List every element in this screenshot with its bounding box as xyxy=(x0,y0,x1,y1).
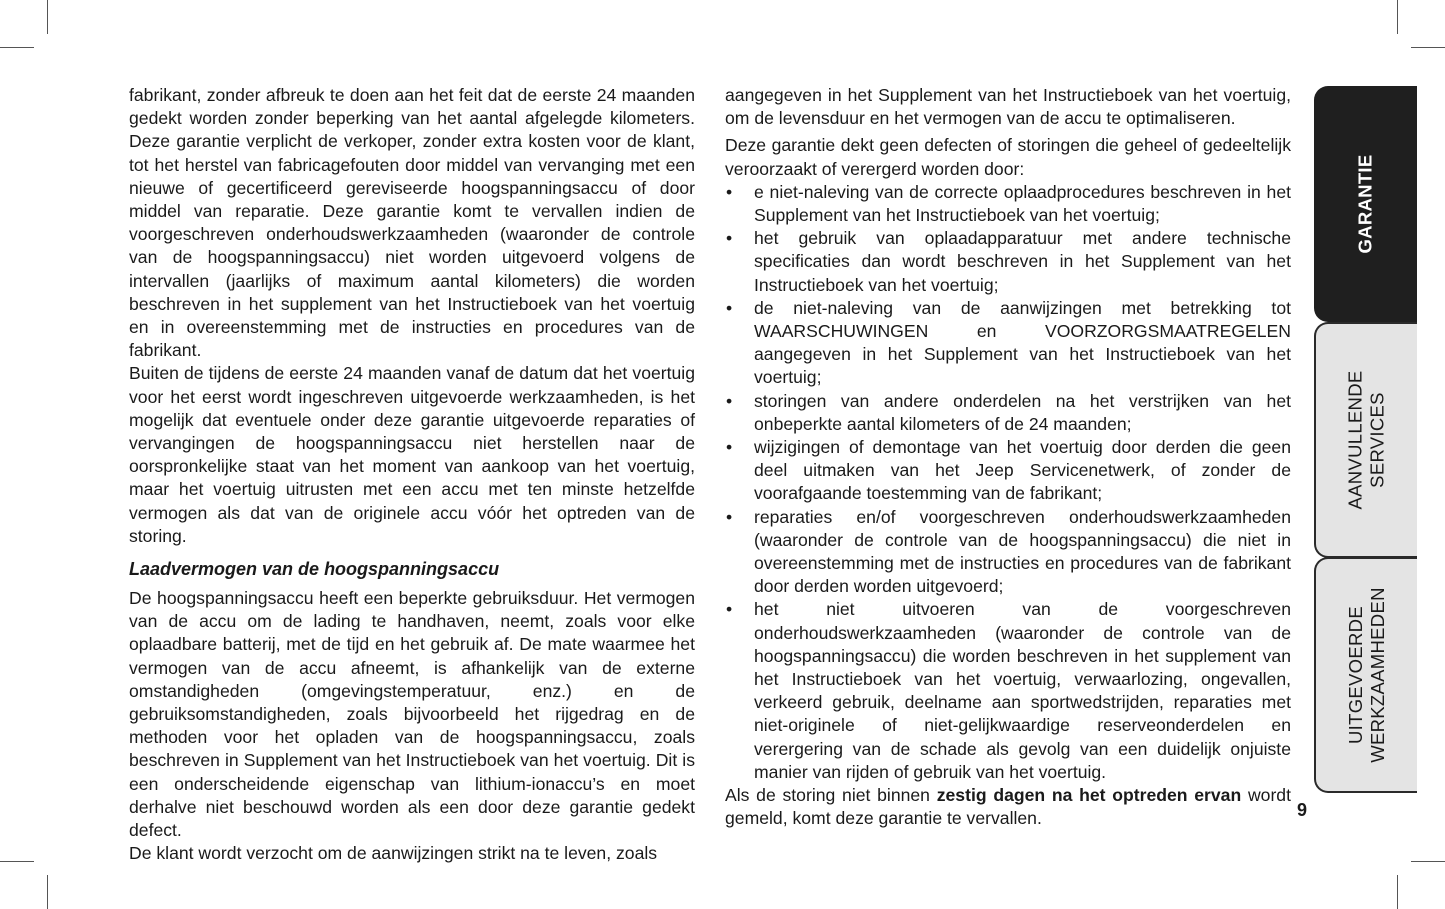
tab-label-line: SERVICES xyxy=(1366,392,1388,488)
left-column xyxy=(129,84,695,866)
list-item-text: reparaties en/of voorgeschreven onderhoudswerkzaamheden (waaronder de controle van de hoogspanningsaccu) die niet in overeenstemming met de instructies en procedures van de fabrikant door derden worden uitgevoerd; xyxy=(754,506,1291,597)
left-paragraph-2: Buiten de tijdens de eerste 24 maanden vanaf de datum dat het voertuig voor het eerst wordt ingeschreven uitgevoerde werkzaamheden, is het mogelijk dat eventuele onder deze garantie uitgevoerde reparaties of vervangingen de hoogspanningsaccu niet herstellen naar de oorspronkelijke staat van het moment van aankoop van het voertuig, maar het voertuig uitrusten met een accu met ten minste hetzelfde vermogen als dat van de originele accu vóór het optreden van de storing. xyxy=(129,363,695,546)
crop-mark xyxy=(47,875,48,909)
tab-garantie[interactable] xyxy=(1314,86,1417,322)
section-heading: Laadvermogen van de hoogspanningsaccu xyxy=(129,559,500,580)
right-paragraph-2: Deze garantie dekt geen defecten of storingen die geheel of gedeeltelijk veroorzaakt of verergerd worden door: xyxy=(725,135,1291,179)
tab-label-line: AANVULLENDE xyxy=(1344,370,1366,510)
bullet-icon: • xyxy=(726,390,733,411)
right-paragraph-1: aangegeven in het Supplement van het Instructieboek van het voertuig, om de levensduur en het vermogen van de accu te optimaliseren. xyxy=(725,85,1291,129)
list-item xyxy=(725,436,1291,506)
bullet-icon: • xyxy=(726,181,733,202)
tab-label-line: WERKZAAMHEDEN xyxy=(1366,587,1388,763)
bullet-icon: • xyxy=(726,506,733,527)
list-item-text: het niet uitvoeren van de voorgeschreven onderhoudswerkzaamheden (waaronder de controle van de hoogspanningsaccu) die worden beschreven in het supplement van het Instructieboek van het voertuig, verwaarlozing, ongevallen, verkeerd gebruik, deelname aan sportwedstrijden, reparaties met niet-originele of niet-gelijkwaardige reserveonderdelen en verergering van de schade als gevolg van een duidelijk onjuiste manier van rijden of gebruik van het voertuig. xyxy=(754,599,1291,782)
left-paragraph-3: De hoogspanningsaccu heeft een beperkte gebruiksduur. Het vermogen van de accu om de lading te handhaven, neemt, zoals voor elke oplaadbare batterij, met de tijd en het gebruik af. De mate waarmee het vermogen van de accu afneemt, is afhankelijk van de externe omstandigheden (omgevingstemperatuur, enz.) en de gebruiksomstandigheden, zoals bijvoorbeeld het rijgedrag en de methoden voor het opladen van de hoogspanningsaccu, zoals beschreven in Supplement van het Instructieboek van het voertuig. Dit is een onderscheidende eigenschap van lithium-ionaccu’s en moet derhalve niet beschouwd worden als een door deze garantie gedekt defect. xyxy=(129,588,695,841)
crop-mark xyxy=(1411,861,1445,862)
tab-aanvullende-services-label xyxy=(1345,370,1389,509)
final-text-start: Als de storing niet binnen xyxy=(725,785,937,806)
list-item xyxy=(725,598,1291,784)
crop-mark xyxy=(0,861,34,862)
list-item-text: het gebruik van oplaadapparatuur met andere technische specificaties dan wordt beschreven in het Supplement van het Instructieboek van het voertuig; xyxy=(754,228,1291,295)
list-item-text: e niet-naleving van de correcte oplaadprocedures beschreven in het Supplement van het Instructieboek van het voertuig; xyxy=(754,181,1291,226)
bullet-icon: • xyxy=(726,228,733,249)
list-item xyxy=(725,227,1291,297)
list-item-text: de niet-naleving van de aanwijzingen met betrekking tot WAARSCHUWINGEN en VOORZORGSMAATREGELEN aangegeven in het Supplement van het Instructieboek van het voertuig; xyxy=(754,297,1291,388)
crop-mark xyxy=(47,0,48,34)
tab-garantie-label: GARANTIE xyxy=(1354,154,1376,254)
page-number: 9 xyxy=(1297,800,1308,820)
bullet-icon: • xyxy=(726,297,733,318)
bullet-icon: • xyxy=(726,599,733,620)
crop-mark xyxy=(0,47,34,48)
bullet-icon: • xyxy=(726,437,733,458)
right-column xyxy=(725,84,1291,831)
left-paragraph-4: De klant wordt verzocht om de aanwijzingen strikt na te leven, zoals xyxy=(129,843,658,864)
list-item xyxy=(725,506,1291,599)
list-item-text: storingen van andere onderdelen na het verstrijken van het onbeperkte aantal kilometers of de 24 maanden; xyxy=(754,390,1291,434)
tab-uitgevoerde-werkzaamheden[interactable] xyxy=(1314,557,1417,793)
left-paragraph-1: fabrikant, zonder afbreuk te doen aan het feit dat de eerste 24 maanden gedekt worden zonder beperking van het aantal afgelegde kilometers. Deze garantie verplicht de verkoper, zonder extra kosten voor de klant, tot het herstel van fabricagefouten door middel van vervanging met een nieuwe of gecertificeerd gereviseerde hoogspanningsaccu of door middel van reparatie. Deze garantie komt te vervallen indien de voorgeschreven onderhoudswerkzaamheden (waaronder de controle van de hoogspanningsaccu) niet worden uitgevoerd volgens de intervallen (jaarlijks of maximum aantal kilometers) die worden beschreven in het supplement van het Instructieboek van het voertuig en in overeenstemming met de instructies en procedures van de fabrikant. xyxy=(129,85,695,361)
final-paragraph xyxy=(725,784,1291,830)
list-item-text: wijzigingen of demontage van het voertuig door derden die geen deel uitmaken van het Jeep Servicenetwerk, of zonder de voorafgaande toestemming van de fabrikant; xyxy=(754,437,1291,504)
list-item xyxy=(725,181,1291,227)
list-item xyxy=(725,297,1291,390)
tab-label-line: UITGEVOERDE xyxy=(1344,606,1366,744)
bullet-list xyxy=(725,181,1291,784)
crop-mark xyxy=(1411,47,1445,48)
tab-aanvullende-services[interactable] xyxy=(1314,322,1417,558)
list-item xyxy=(725,390,1291,436)
crop-mark xyxy=(1397,0,1398,34)
tab-uitgevoerde-werkzaamheden-label xyxy=(1345,587,1389,763)
final-text-end: wordt gemeld, komt deze garantie te vervallen. xyxy=(725,785,1291,829)
crop-mark xyxy=(1397,875,1398,909)
final-text-bold: zestig dagen na het optreden ervan xyxy=(936,785,1242,806)
